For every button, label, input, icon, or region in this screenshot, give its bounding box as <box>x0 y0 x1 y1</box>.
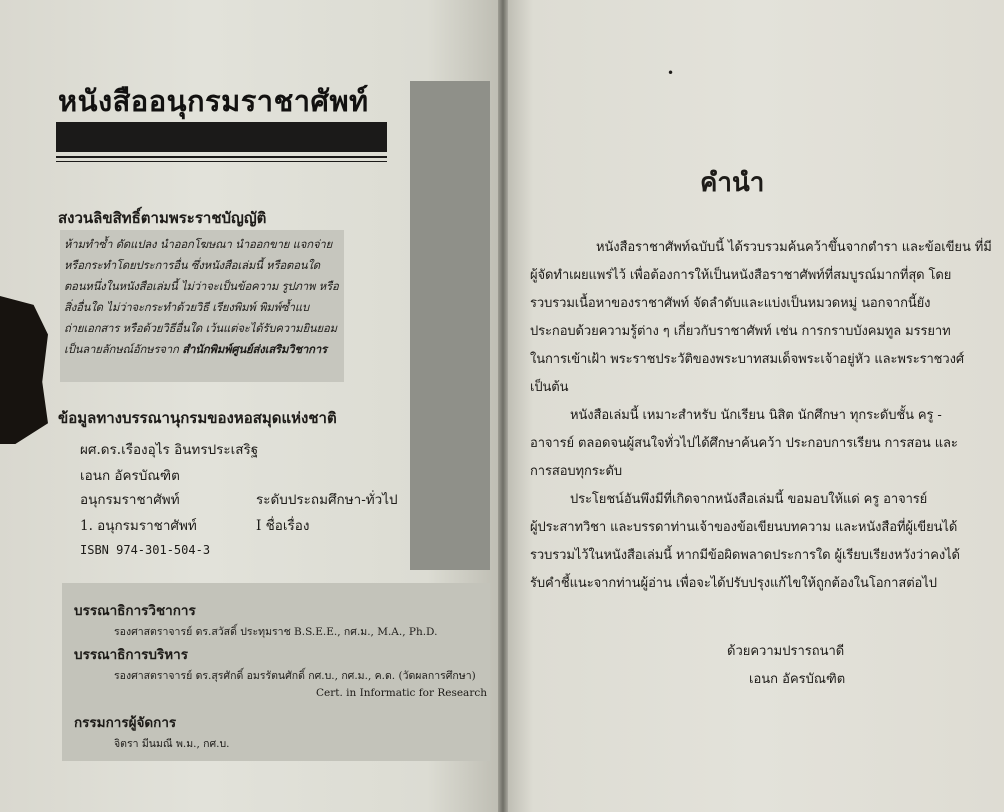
preface-line: ผู้ประสาทวิชา และบรรดาท่านเจ้าของข้อเขียนบทความ และหนังสือที่ผู้เขียนได้ <box>530 520 958 535</box>
executive-editor-cert: Cert. in Informatic for Research <box>316 687 487 699</box>
preface-title: คำนำ <box>700 168 765 198</box>
cip-title-entry: I ชื่อเรื่อง <box>256 518 310 534</box>
decorative-gray-bar <box>410 81 490 570</box>
preface-line: หนังสือเล่มนี้ เหมาะสำหรับ นักเรียน นิสิต นักศึกษา ทุกระดับชั้น ครู - <box>570 408 942 423</box>
cip-isbn: ISBN 974-301-504-3 <box>80 543 211 557</box>
executive-editor-heading: บรรณาธิการบริหาร <box>74 647 188 663</box>
copyright-line: หรือกระทำโดยประการอื่น ซึ่งหนังสือเล่มนี้ หรือตอนใด <box>64 259 320 272</box>
credits-box <box>62 583 490 761</box>
closing-phrase: ด้วยความปรารถนาดี <box>727 644 845 659</box>
copyright-line: ถ่ายเอกสาร หรือด้วยวิธีอื่นใด เว้นแต่จะได้รับความยินยอม <box>64 322 337 335</box>
copyright-publisher: สำนักพิมพ์ศูนย์ส่งเสริมวิชาการ <box>182 343 327 356</box>
cip-heading: ข้อมูลทางบรรณานุกรมของหอสมุดแห่งชาติ <box>58 409 337 427</box>
cip-author-1: ผศ.ดร.เรืองอุไร อินทรประเสริฐ <box>80 442 259 458</box>
preface-line: อาจารย์ ตลอดจนผู้สนใจทั่วไปได้ศึกษาค้นคว้า ประกอบการเรียน การสอน และ <box>530 436 958 451</box>
copyright-line: ตอนหนึ่งในหนังสือเล่มนี้ ไม่ว่าจะเป็นข้อความ รูปภาพ หรือ <box>64 280 339 293</box>
title-black-bar <box>56 122 387 152</box>
preface-line: เป็นต้น <box>530 380 569 395</box>
copyright-line-last <box>64 339 344 360</box>
author-signature: เอนก อัครบัณฑิต <box>749 672 846 687</box>
cip-author-2: เอนก อัครบัณฑิต <box>80 468 180 484</box>
page-mark: • <box>667 66 675 80</box>
preface-line: ในการเข้าเฝ้า พระราชประวัติของพระบาทสมเด็จพระเจ้าอยู่หัว และพระราชวงศ์ <box>530 352 965 367</box>
book-title: หนังสืออนุกรมราชาศัพท์ <box>58 84 369 118</box>
preface-line: ประกอบด้วยความรู้ต่าง ๆ เกี่ยวกับราชาศัพท์ เช่น การกราบบังคมทูล มรรยาท <box>530 324 951 339</box>
cip-level: ระดับประถมศึกษา-ทั่วไป <box>256 492 398 508</box>
copyright-heading: สงวนลิขสิทธิ์ตามพระราชบัญญัติ <box>58 209 267 227</box>
preface-line: ผู้จัดทำเผยแพร่ไว้ เพื่อต้องการให้เป็นหนังสือราชาศัพท์ที่สมบูรณ์มากที่สุด โดย <box>530 268 952 283</box>
cip-series: อนุกรมราชาศัพท์ <box>80 492 180 508</box>
copyright-notice <box>60 230 344 382</box>
executive-editor-name: รองศาสตราจารย์ ดร.สุรศักดิ์ อมรรัตนศักดิ์ กศ.บ., กศ.ม., ค.ด. (วัดผลการศึกษา) <box>114 670 476 682</box>
managing-director-name: จิตรา มีนมณี พ.ม., กศ.บ. <box>114 738 230 750</box>
book-spine <box>498 0 508 812</box>
preface-line: รวบรวมเนื้อหาของราชาศัพท์ จัดลำดับและแบ่งเป็นหมวดหมู่ นอกจากนี้ยัง <box>530 296 931 311</box>
preface-line: รับคำชี้แนะจากท่านผู้อ่าน เพื่อจะได้ปรับปรุงแก้ไขให้ถูกต้องในโอกาสต่อไป <box>530 576 937 591</box>
preface-line: หนังสือราชาศัพท์ฉบับนี้ ได้รวบรวมค้นคว้าขึ้นจากตำรา และข้อเขียน ที่มี <box>596 240 992 255</box>
title-rule <box>56 156 387 158</box>
managing-director-heading: กรรมการผู้จัดการ <box>74 715 177 731</box>
academic-editor-heading: บรรณาธิการวิชาการ <box>74 603 196 619</box>
title-rule-thin <box>56 161 387 162</box>
preface-line: ประโยชน์อันพึงมีที่เกิดจากหนังสือเล่มนี้ ขอมอบให้แด่ ครู อาจารย์ <box>570 492 928 507</box>
cip-subject: 1. อนุกรมราชาศัพท์ <box>80 518 197 534</box>
copyright-line: เป็นลายลักษณ์อักษรจาก <box>64 343 179 356</box>
copyright-line: ห้ามทำซ้ำ ดัดแปลง นำออกโฆษณา นำออกขาย แจกจ่าย <box>64 238 333 251</box>
preface-line: การสอบทุกระดับ <box>530 464 623 479</box>
preface-line: รวบรวมไว้ในหนังสือเล่มนี้ หากมีข้อผิดพลาดประการใด ผู้เรียบเรียงหวังว่าคงได้ <box>530 548 960 563</box>
academic-editor-name: รองศาสตราจารย์ ดร.สวัสดิ์ ประทุมราช B.S.E.E., กศ.ม., M.A., Ph.D. <box>114 626 438 638</box>
copyright-line: สิ่งอื่นใด ไม่ว่าจะกระทำด้วยวิธี เรียงพิมพ์ พิมพ์ซ้ำแบ <box>64 301 310 314</box>
